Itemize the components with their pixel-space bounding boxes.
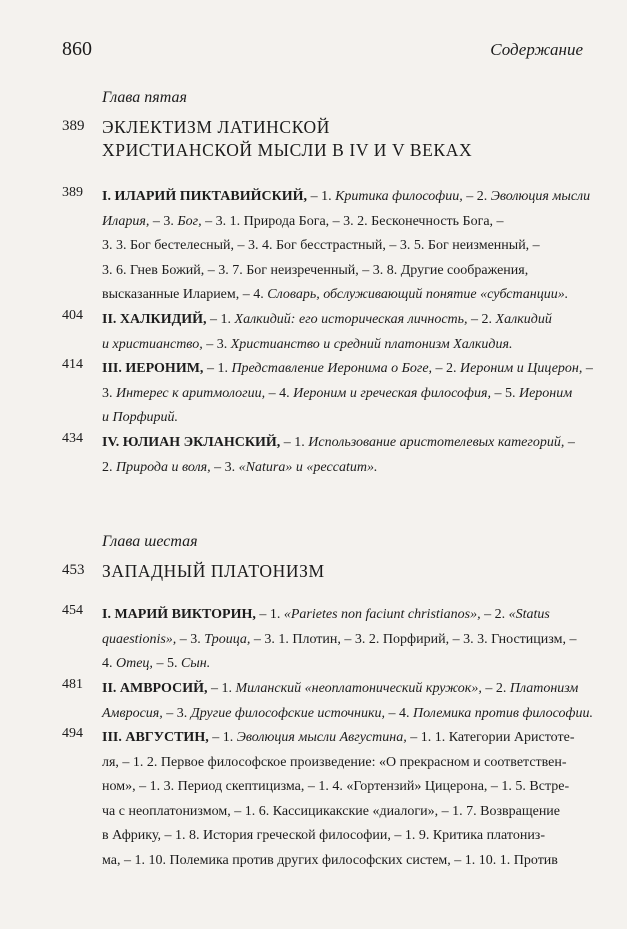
toc-text-run: –	[582, 361, 593, 376]
toc-text-run: IV. ЮЛИАН ЭКЛАНСКИЙ,	[102, 435, 284, 450]
toc-entry-page: 494	[62, 726, 83, 741]
toc-text-run: – 3. 1. Природа Бога, – 3. 2. Бесконечность Бога, –	[201, 213, 504, 229]
toc-text-run: в Африку, – 1. 8. История греческой философии, – 1. 9. Критика платониз-	[102, 828, 546, 844]
toc-text-run: «Parietes non faciunt christianos»,	[283, 607, 481, 622]
chapter-5-title: ЭКЛЕКТИЗМ ЛАТИНСКОЙ ХРИСТИАНСКОЙ МЫСЛИ В IV И V ВЕКАХ	[102, 117, 473, 160]
toc-text-run: 2.	[102, 459, 116, 475]
toc-text-run: высказанные Иларием, – 4.	[102, 287, 268, 303]
toc-line	[102, 702, 593, 727]
toc-line	[102, 751, 572, 776]
toc-text-run: Илария,	[102, 213, 150, 229]
toc-line	[102, 357, 593, 382]
toc-line	[102, 308, 572, 333]
toc-entry-text	[102, 726, 575, 874]
toc-line	[102, 628, 577, 653]
toc-entry-page: 454	[62, 603, 83, 618]
toc-text-run: 3.	[102, 385, 116, 401]
chapter-6-page: 453	[62, 562, 85, 578]
toc-text-run: – 1.	[259, 607, 284, 622]
toc-text-run: Природа и воля,	[116, 459, 211, 475]
toc-line	[102, 603, 572, 628]
toc-text-run: I. ИЛАРИЙ ПИКТАВИЙСКИЙ,	[102, 189, 311, 204]
toc-text-run: ма, – 1. 10. Полемика против других философских систем, – 1. 10. 1. Против	[102, 852, 558, 868]
toc-text-run: Отец,	[116, 656, 153, 672]
toc-text-run: – 2.	[480, 607, 509, 622]
toc-line	[102, 210, 572, 235]
toc-text-run: – 4.	[385, 705, 414, 721]
toc-text-run: – 3. 1. Плотин, – 3. 2. Порфирий, – 3. 3. Гностицизм, –	[250, 631, 577, 647]
toc-text-run: – 3.	[202, 336, 231, 352]
toc-text-run: Халкидий: его историческая личность,	[234, 312, 468, 327]
toc-entry-page: 481	[62, 677, 83, 692]
toc-text-run: III. ИЕРОНИМ,	[102, 361, 207, 376]
running-head: Содержание	[490, 40, 583, 59]
toc-text-run: – 4.	[265, 385, 294, 401]
toc-text-run: – 3.	[210, 459, 239, 475]
toc-text-run: и Порфирий.	[102, 410, 179, 426]
toc-text-run: Другие философские источники,	[190, 705, 386, 721]
toc-entry-page: 434	[62, 431, 83, 446]
toc-line	[102, 431, 575, 456]
toc-line	[102, 382, 572, 407]
toc-text-run: – 5.	[490, 385, 519, 401]
toc-line	[102, 726, 575, 751]
toc-text-run: – 1. 1. Категории Аристоте-	[406, 730, 575, 745]
toc-text-run: Халкидий	[495, 312, 552, 327]
toc-text-run: – 3.	[176, 631, 205, 647]
toc-text-run: – 1.	[210, 681, 236, 696]
toc-text-run: и христианство,	[102, 336, 203, 352]
toc-text-run: Эволюция мысли	[490, 189, 591, 204]
toc-line	[102, 456, 572, 481]
toc-text-run: –	[564, 435, 575, 450]
toc-text-run: Интерес к аритмологии,	[116, 385, 266, 401]
toc-text-run: Амвросия,	[102, 705, 163, 721]
toc-text-run: Иероним и Цицерон,	[460, 361, 583, 376]
toc-text-run: Христианство и средний платонизм Халкидия.	[230, 336, 513, 352]
toc-text-run: – 3.	[149, 213, 178, 229]
toc-text-run: 4.	[102, 656, 116, 672]
toc-line	[102, 824, 572, 849]
toc-text-run: Иероним	[518, 385, 573, 401]
chapter-5-page: 389	[62, 118, 85, 134]
toc-text-run: – 2.	[432, 361, 461, 376]
toc-line	[102, 185, 591, 210]
toc-line	[102, 283, 572, 308]
toc-line	[102, 849, 572, 874]
toc-entry-page: 389	[62, 185, 83, 200]
toc-line	[102, 775, 572, 800]
toc-text-run: Бог,	[177, 213, 202, 229]
chapter-5-label: Глава пятая	[102, 89, 187, 106]
toc-text-run: Использование аристотелевых категорий,	[308, 435, 565, 450]
toc-text-run: – 2.	[467, 312, 496, 327]
toc-entry-text	[102, 357, 593, 431]
toc-entry-text	[102, 185, 591, 308]
toc-line	[102, 677, 579, 702]
toc-text-run: ля, – 1. 2. Первое философское произведение: «О прекрасном и соответствен-	[102, 754, 567, 770]
toc-entry-page: 414	[62, 357, 83, 372]
toc-line	[102, 234, 572, 259]
toc-entry-text	[102, 603, 577, 677]
toc-text-run: ном», – 1. 3. Период скептицизма, – 1. 4. «Гортензий» Цицерона, – 1. 5. Встре-	[102, 779, 570, 795]
toc-text-run: – 1.	[283, 435, 309, 450]
toc-text-run: Словарь, обслуживающий понятие «субстанции».	[267, 287, 569, 303]
toc-text-run: I. МАРИЙ ВИКТОРИН,	[102, 607, 260, 622]
toc-text-run: – 2.	[481, 681, 510, 696]
toc-text-run: Иероним и греческая философия,	[293, 385, 491, 401]
chapter-6-title: ЗАПАДНЫЙ ПЛАТОНИЗМ	[102, 561, 325, 581]
toc-text-run: 3. 6. Гнев Божий, – 3. 7. Бог неизреченный, – 3. 8. Другие соображения,	[102, 262, 529, 278]
toc-text-run: – 5.	[152, 656, 181, 672]
toc-line	[102, 800, 572, 825]
toc-text-run: Миланский «неоплатонический кружок»,	[235, 681, 482, 696]
toc-entry-text	[102, 308, 572, 357]
toc-text-run: Троица,	[204, 631, 251, 647]
toc-text-run: – 1.	[210, 312, 235, 327]
page-number: 860	[62, 38, 92, 60]
toc-entry-text	[102, 431, 575, 480]
toc-text-run: Сын.	[180, 656, 211, 672]
toc-text-run: – 2.	[462, 189, 491, 204]
toc-text-run: – 3.	[162, 705, 191, 721]
toc-entry-text	[102, 677, 593, 726]
toc-text-run: quaestionis»,	[102, 631, 177, 647]
toc-text-run: – 1.	[206, 361, 232, 376]
toc-entry-page: 404	[62, 308, 83, 323]
toc-text-run: Платонизм	[509, 681, 579, 696]
toc-line	[102, 333, 572, 358]
toc-text-run: Критика философии,	[335, 189, 463, 204]
toc-text-run: III. АВГУСТИН,	[102, 730, 213, 745]
toc-text-run: – 1.	[212, 730, 237, 745]
toc-text-run: ча с неоплатонизмом, – 1. 6. Кассицикакские «диалоги», – 1. 7. Возвращение	[102, 803, 561, 819]
toc-line	[102, 406, 572, 431]
toc-text-run: Полемика против философии.	[413, 705, 593, 721]
toc-line	[102, 652, 572, 677]
toc-text-run: II. АМВРОСИЙ,	[102, 681, 211, 696]
toc-text-run: Эволюция мысли Августина,	[236, 730, 407, 745]
toc-text-run: «Natura» и «peccatum».	[238, 459, 378, 475]
toc-line	[102, 259, 572, 284]
toc-text-run: Представление Иеронима о Боге,	[231, 361, 433, 376]
toc-text-run: II. ХАЛКИДИЙ,	[102, 312, 211, 327]
toc-text-run: – 1.	[310, 189, 336, 204]
toc-text-run: «Status	[508, 607, 550, 622]
chapter-6-label: Глава шестая	[102, 533, 198, 550]
toc-text-run: 3. 3. Бог бестелесный, – 3. 4. Бог бесстрастный, – 3. 5. Бог неизменный, –	[102, 238, 540, 254]
